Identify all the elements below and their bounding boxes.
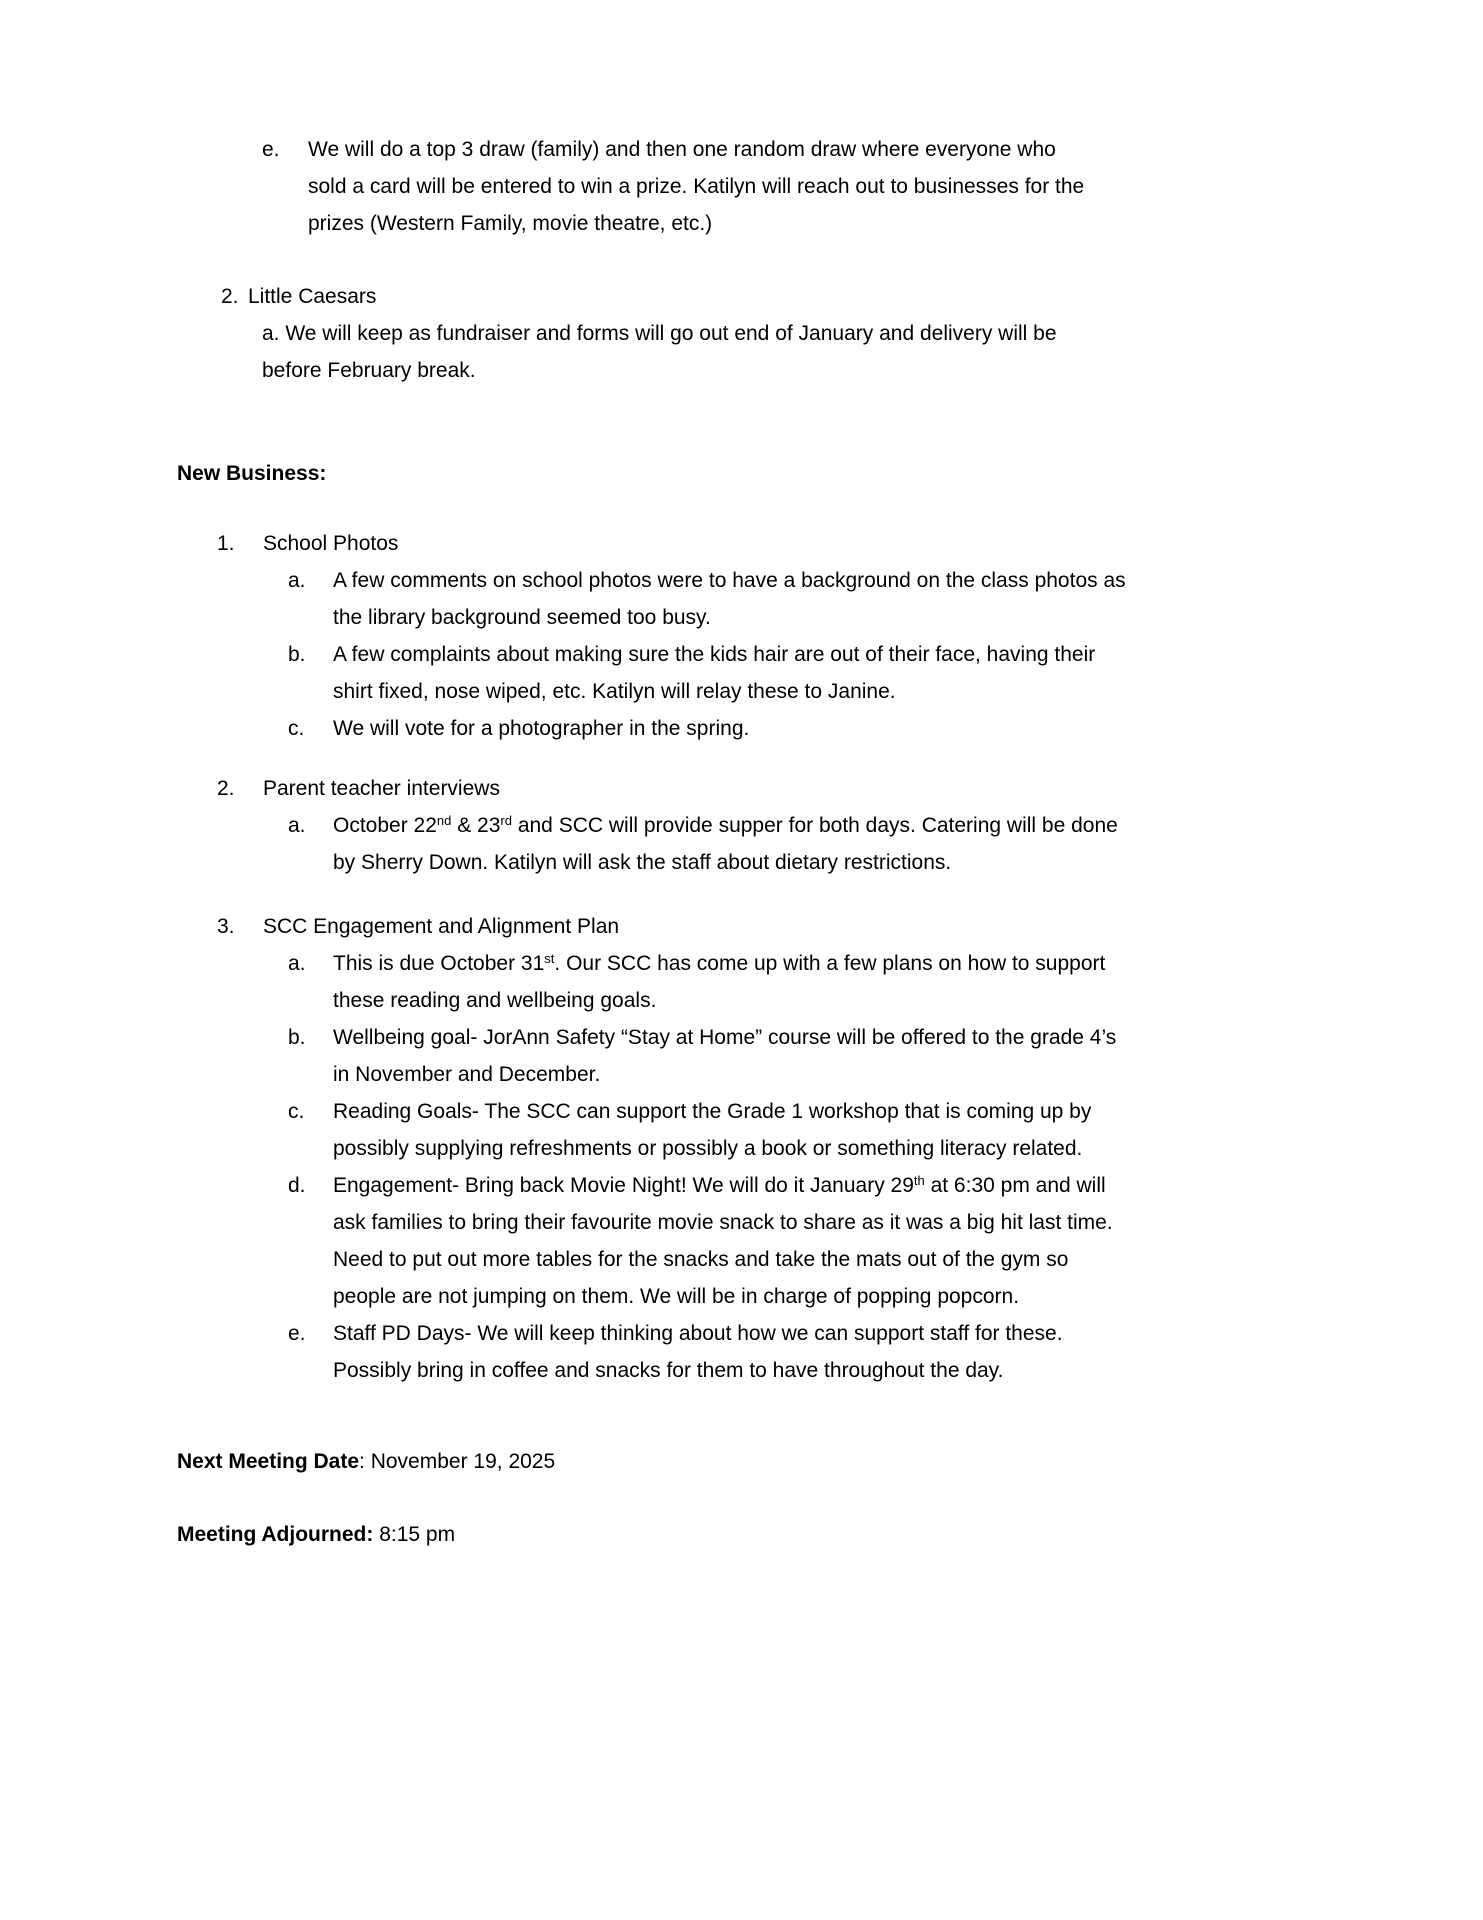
heading-text: New Business: (177, 462, 327, 485)
line-text: Wellbeing goal- JorAnn Safety “Stay at Home” course will be offered to the grade 4’s (333, 1026, 1117, 1049)
list-item-line (0, 1167, 1483, 1204)
line-text: Reading Goals- The SCC can support the Grade 1 workshop that is coming up by (333, 1100, 1092, 1123)
list-item-line (0, 131, 1483, 168)
line-text: ask families to bring their favourite movie snack to share as it was a big hit last time. (333, 1211, 1113, 1234)
list-item-line (0, 352, 1483, 389)
list-item-line (0, 599, 1483, 636)
old-business-item-e (0, 131, 1483, 242)
list-item-line (0, 168, 1483, 205)
list-item-line (0, 945, 1483, 982)
list-item-line (0, 1093, 1483, 1130)
list-marker: c. (288, 1100, 305, 1123)
list-marker: a. (288, 814, 306, 837)
list-marker: a. (288, 952, 306, 975)
list-marker: a. (288, 569, 306, 592)
line-text: A few complaints about making sure the kids hair are out of their face, having their (333, 643, 1096, 666)
list-item-line (0, 1278, 1483, 1315)
meeting-adjourned-value: 8:15 pm (373, 1523, 456, 1546)
list-marker: b. (288, 643, 306, 666)
line-text: by Sherry Down. Katilyn will ask the staff about dietary restrictions. (333, 851, 952, 874)
section-heading (0, 455, 1483, 492)
list-item-line (0, 562, 1483, 599)
line-text: Parent teacher interviews (263, 777, 500, 800)
line-text: Possibly bring in coffee and snacks for them to have throughout the day. (333, 1359, 1004, 1382)
list-item-line (0, 315, 1483, 352)
line-text: shirt fixed, nose wiped, etc. Katilyn will relay these to Janine. (333, 680, 896, 703)
list-marker: 3. (217, 915, 235, 938)
line-text: A few comments on school photos were to have a background on the class photos as (333, 569, 1126, 592)
line-text: people are not jumping on them. We will be in charge of popping popcorn. (333, 1285, 1020, 1308)
next-meeting-label: Next Meeting Date (177, 1450, 360, 1473)
line-text: October 22nd & 23rd and SCC will provide supper for both days. Catering will be done (333, 813, 1118, 837)
meeting-adjourned (0, 1516, 1483, 1553)
list-item-line (0, 844, 1483, 881)
line-text: We will do a top 3 draw (family) and then one random draw where everyone who (308, 138, 1056, 161)
list-marker: b. (288, 1026, 306, 1049)
list-marker: c. (288, 717, 305, 740)
line-text: before February break. (262, 359, 476, 382)
list-marker: 1. (217, 532, 235, 555)
list-item-line (0, 205, 1483, 242)
line-text: a. We will keep as fundraiser and forms will go out end of January and delivery will be (262, 322, 1057, 345)
line-text: the library background seemed too busy. (333, 606, 711, 629)
next-meeting-value: : November 19, 2025 (359, 1450, 556, 1473)
list-item-line (0, 908, 1483, 945)
list-item-line (0, 1315, 1483, 1352)
line-text: We will vote for a photographer in the spring. (333, 717, 750, 740)
list-item-line (0, 1241, 1483, 1278)
list-marker: e. (262, 138, 280, 161)
line-text: This is due October 31st. Our SCC has come up with a few plans on how to support (333, 951, 1106, 975)
line-text: in November and December. (333, 1063, 601, 1086)
list-marker: e. (288, 1322, 306, 1345)
line-text: Engagement- Bring back Movie Night! We will do it January 29th at 6:30 pm and will (333, 1173, 1106, 1197)
line-text: these reading and wellbeing goals. (333, 989, 657, 1012)
list-marker: 2. (221, 285, 239, 308)
line-text: sold a card will be entered to win a prize. Katilyn will reach out to businesses for the (308, 175, 1085, 198)
list-item-line (0, 1352, 1483, 1389)
old-business-item-2 (0, 278, 1483, 389)
line-text: Need to put out more tables for the snacks and take the mats out of the gym so (333, 1248, 1069, 1271)
new-business-section (0, 455, 1483, 492)
line-text: Staff PD Days- We will keep thinking about how we can support staff for these. (333, 1322, 1063, 1345)
line-text: SCC Engagement and Alignment Plan (263, 915, 620, 938)
line-text: School Photos (263, 532, 399, 555)
meeting-adjourned-label: Meeting Adjourned: (177, 1523, 374, 1546)
list-item-line (0, 1056, 1483, 1093)
list-item-line (0, 525, 1483, 562)
list-item-line (0, 636, 1483, 673)
meeting-adjourned-line (0, 1516, 1483, 1553)
list-item-line (0, 710, 1483, 747)
list-marker: 2. (217, 777, 235, 800)
list-item-line (0, 1130, 1483, 1167)
list-item-line (0, 673, 1483, 710)
list-item-line (0, 982, 1483, 1019)
line-text: prizes (Western Family, movie theatre, etc.) (308, 212, 713, 235)
line-text: possibly supplying refreshments or possibly a book or something literacy related. (333, 1137, 1083, 1160)
next-meeting-line (0, 1443, 1483, 1480)
list-item-line (0, 1019, 1483, 1056)
next-meeting-date (0, 1443, 1483, 1480)
list-item-line (0, 1204, 1483, 1241)
list-item-line (0, 807, 1483, 844)
new-business-item-1 (0, 525, 1483, 747)
new-business-item-2 (0, 770, 1483, 881)
new-business-item-3 (0, 908, 1483, 1389)
line-text: Little Caesars (248, 285, 377, 308)
list-marker: d. (288, 1174, 306, 1197)
list-item-line (0, 278, 1483, 315)
list-item-line (0, 770, 1483, 807)
